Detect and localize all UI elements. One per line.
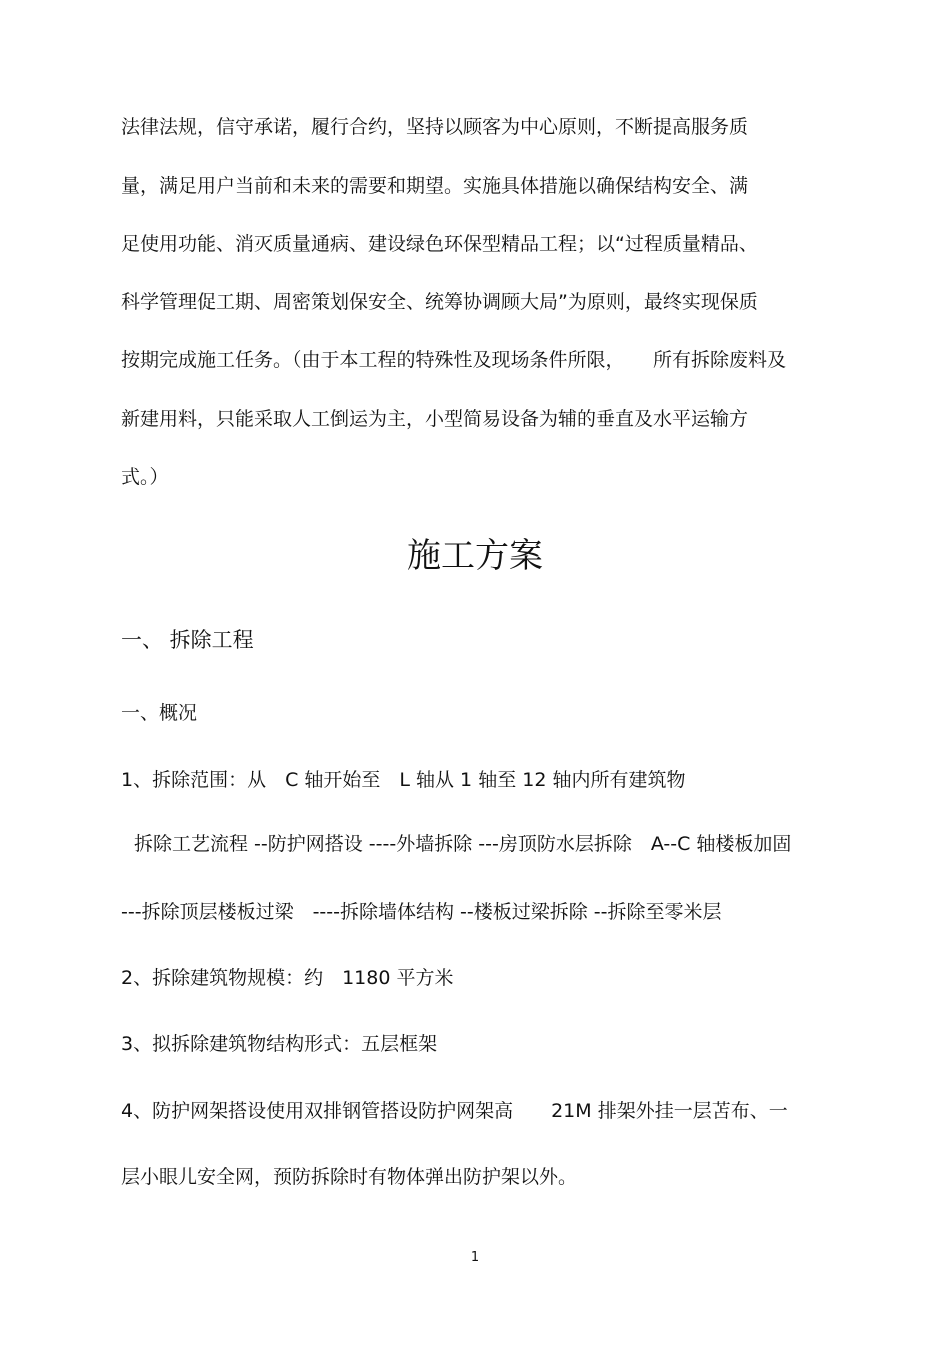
intro-line-1: 法律法规，信守承诺，履行合约，坚持以顾客为中心原则，不断提高服务质 — [121, 116, 749, 138]
intro-line-6: 新建用料，只能采取人工倒运为主，小型简易设备为辅的垂直及水平运输方 — [121, 408, 749, 430]
intro-line-2: 量，满足用户当前和未来的需要和期望。实施具体措施以确保结构安全、满 — [121, 175, 749, 197]
page-number: 1 — [470, 1250, 480, 1265]
item-structure: 3、拟拆除建筑物结构形式：五层框架 — [121, 1033, 438, 1055]
item-protection: 4、防护网架搭设使用双排钢管搭设防护网架高 21M 排架外挂一层苫布、一 — [121, 1100, 788, 1122]
item-scope: 1、拆除范围：从 C 轴开始至 L 轴从 1 轴至 12 轴内所有建筑物 — [121, 769, 686, 791]
subsection-heading: 一、概况 — [121, 702, 198, 724]
section-heading: 一、 拆除工程 — [121, 628, 254, 652]
intro-line-4: 科学管理促工期、周密策划保安全、统筹协调顾大局”为原则，最终实现保质 — [121, 291, 758, 313]
item-process-flow-cont: ---拆除顶层楼板过梁 ----拆除墙体结构 --楼板过梁拆除 --拆除至零米层 — [121, 901, 722, 923]
item-process-flow: 拆除工艺流程 --防护网搭设 ----外墙拆除 ---房顶防水层拆除 A--C 轴楼板加固 — [134, 833, 792, 855]
page-title: 施工方案 — [407, 536, 543, 576]
item-protection-cont: 层小眼儿安全网，预防拆除时有物体弹出防护架以外。 — [121, 1166, 578, 1188]
item-scale: 2、拆除建筑物规模：约 1180 平方米 — [121, 967, 454, 989]
intro-line-3: 足使用功能、消灭质量通病、建设绿色环保型精品工程；以“过程质量精品、 — [121, 233, 758, 255]
intro-line-7: 式。） — [121, 466, 169, 488]
intro-line-5: 按期完成施工任务。（由于本工程的特殊性及现场条件所限， 所有拆除废料及 — [121, 349, 787, 371]
